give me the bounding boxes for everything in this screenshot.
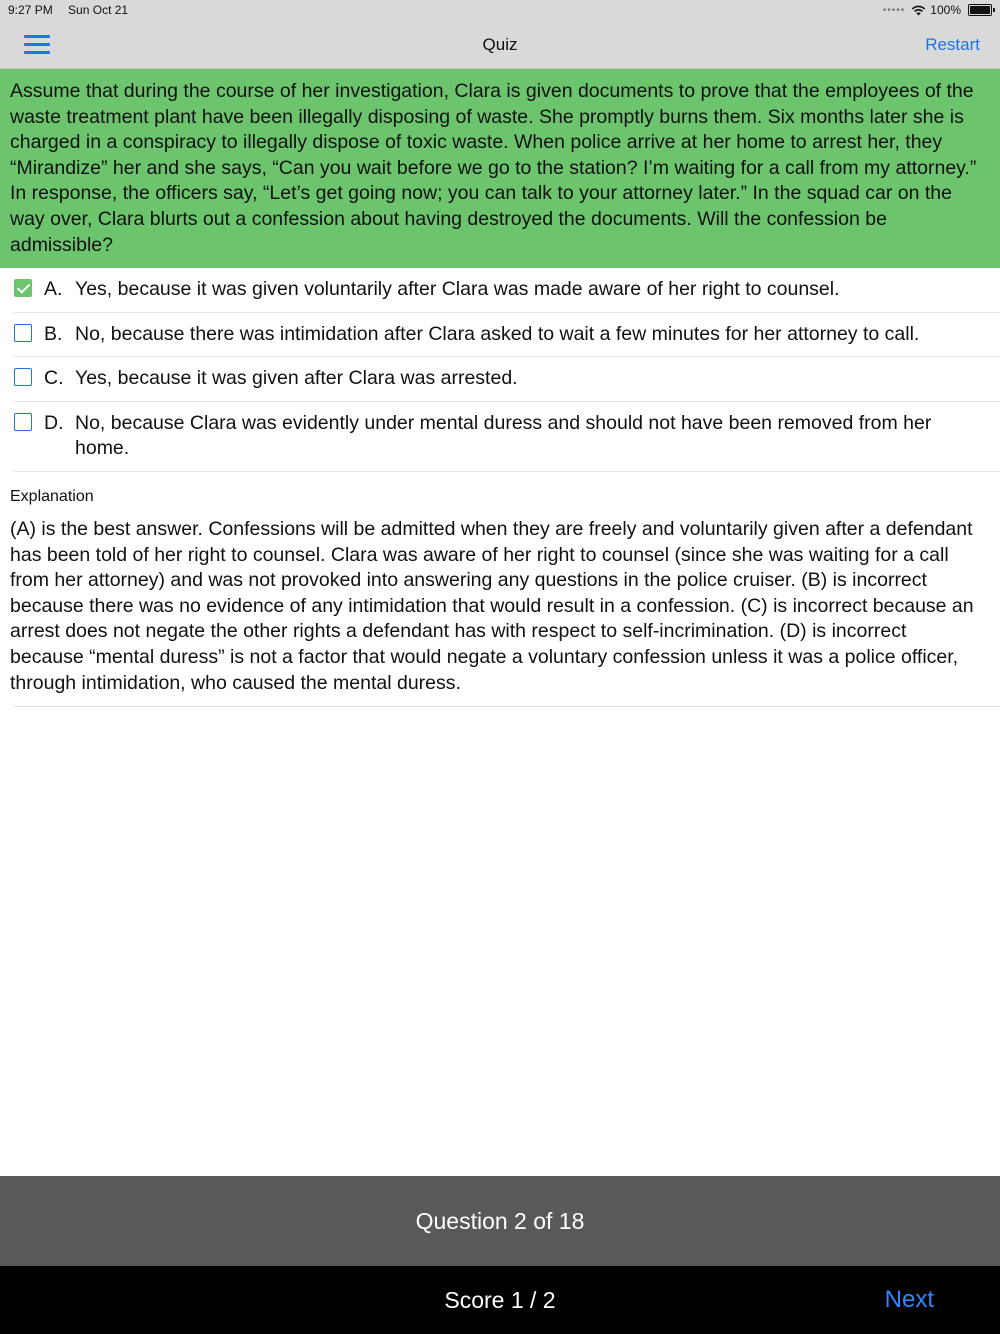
- signal-dots: •••••: [882, 4, 906, 16]
- status-indicators: [883, 3, 992, 17]
- answer-option[interactable]: [14, 268, 1000, 313]
- status-bar: [0, 0, 1000, 22]
- answer-option[interactable]: [14, 313, 1000, 358]
- explanation-text: (A) is the best answer. Confessions will be admitted when they are freely and voluntarily given after a defendant has been told of her right to counsel. Clara was aware of her right to counsel (since she was waiting for a call from her attorney) and was not provoked into answering any questions in the police cruiser. (B) is incorrect because there was no evidence of any intimidation that would result in a confession. (C) is incorrect because an arrest does not negate the other rights a defendant has with respect to self-incrimination. (D) is incorrect because “mental duress” is not a factor that would negate a voluntary confession unless it was a police officer, through intimidation, who caused the mental duress.: [10, 518, 974, 694]
- option-letter: C.: [44, 367, 64, 390]
- score-label: Score 1 / 2: [444, 1287, 556, 1313]
- score-bar: [0, 1266, 1000, 1334]
- question-progress: Question 2 of 18: [0, 1176, 1000, 1266]
- option-text: No, because Clara was evidently under mental duress and should not have been removed from her home.: [75, 411, 932, 460]
- nav-bar: [0, 22, 1000, 69]
- checkbox-icon[interactable]: [14, 368, 32, 386]
- status-time: 9:27 PM: [8, 3, 53, 17]
- answer-option[interactable]: [14, 402, 1000, 472]
- battery-fill: [970, 6, 990, 14]
- next-button[interactable]: Next: [884, 1286, 934, 1313]
- divider: [14, 706, 1000, 707]
- option-text: Yes, because it was given after Clara was arrested.: [75, 367, 518, 390]
- checkbox-checked-icon[interactable]: [14, 279, 32, 297]
- wifi-icon: [911, 5, 926, 16]
- checkbox-icon[interactable]: [14, 413, 32, 431]
- checkbox-icon[interactable]: [14, 324, 32, 342]
- status-time-date: [8, 3, 128, 17]
- restart-button[interactable]: Restart: [925, 35, 980, 54]
- answer-options: [0, 268, 1000, 472]
- answer-option[interactable]: [14, 357, 1000, 402]
- explanation-label: Explanation: [10, 488, 94, 505]
- status-date: Sun Oct 21: [68, 3, 129, 17]
- option-letter: B.: [44, 322, 63, 345]
- question-text: Assume that during the course of her investigation, Clara is given documents to prove that the employees of the waste treatment plant have been illegally disposing of waste. She promptly burns them. Six months later she is charged in a conspiracy to illegally dispose of toxic waste. When police arrive at her home to arrest her, they “Mirandize” her and she says, “Can you wait before we go to the station? I’m waiting for a call from my attorney.” In response, the officers say, “Let’s get going now; you can talk to your attorney later.” In the squad car on the way over, Clara blurts out a confession about having destroyed the documents. Will the confession be admissible?: [0, 69, 1000, 268]
- battery-percent: 100%: [930, 3, 961, 17]
- option-letter: A.: [44, 278, 63, 300]
- page-title: Quiz: [482, 35, 518, 54]
- option-text: No, because there was intimidation after Clara asked to wait a few minutes for her attorney to call.: [75, 322, 920, 345]
- option-text: Yes, because it was given voluntarily after Clara was made aware of her right to counsel.: [75, 278, 840, 300]
- battery-icon: [968, 4, 992, 16]
- option-letter: D.: [44, 411, 64, 434]
